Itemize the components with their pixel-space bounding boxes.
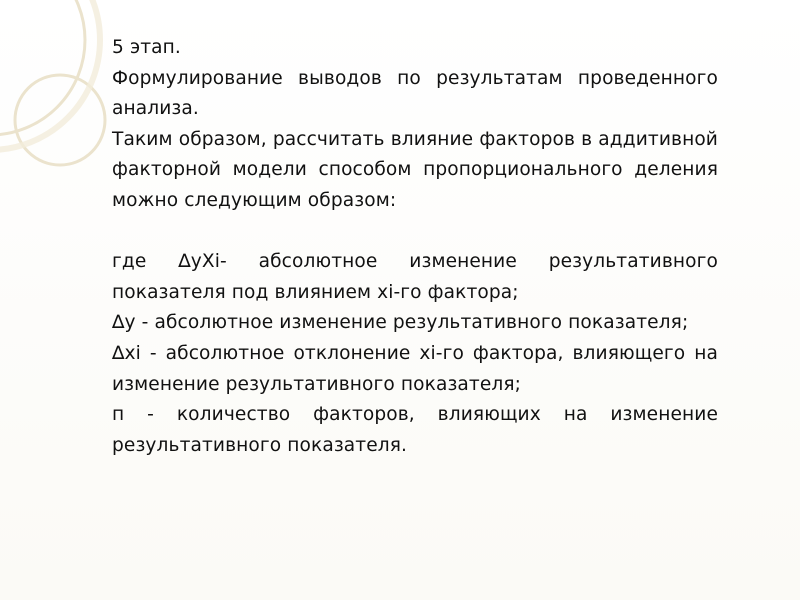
slide-body-text [112, 33, 718, 461]
step-heading: 5 этап. [112, 37, 181, 58]
definition-delta-yxi: где ∆уXi- абсолютное изменение результативного показателя под влиянием хi-го фактора; [112, 251, 718, 303]
definition-n: п - количество факторов, влияющих на изменение результативного показателя. [112, 404, 718, 456]
formula-placeholder-gap [112, 217, 718, 248]
definition-delta-y: ∆у - абсолютное изменение результативного показателя; [112, 312, 689, 334]
definition-delta-xi: ∆хi - абсолютное отклонение хi-го фактора, влияющего на изменение результативного показателя; [112, 342, 718, 395]
paragraph-method-summary: Таким образом, рассчитать влияние факторов в аддитивной факторной модели способом пропорционального деления можно следующим образом: [112, 128, 718, 211]
paragraph-conclusions: Формулирование выводов по результатам проведенного анализа. [112, 67, 718, 120]
